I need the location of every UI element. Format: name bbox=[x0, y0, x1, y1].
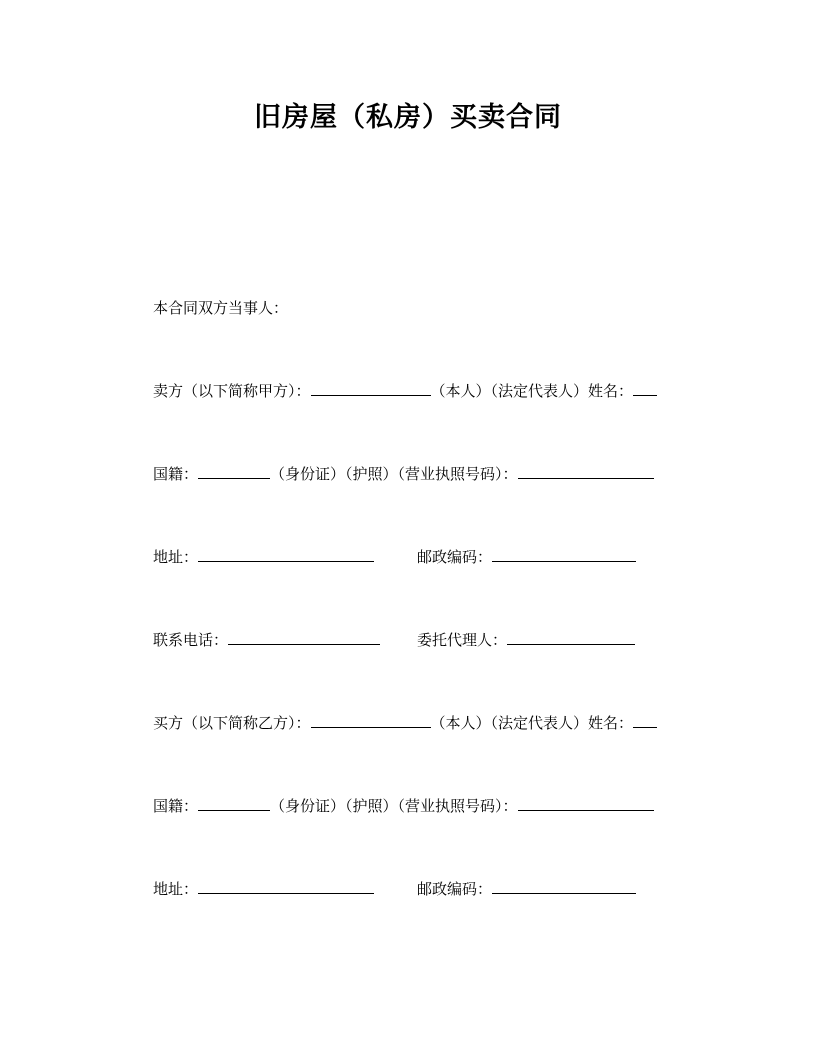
buyer-postcode-blank[interactable] bbox=[492, 879, 636, 894]
seller-nationality-label: 国籍： bbox=[153, 465, 199, 483]
buyer-postcode-label: 邮政编码： bbox=[417, 880, 493, 898]
seller-postcode-label: 邮政编码： bbox=[417, 548, 493, 566]
seller-blank[interactable] bbox=[311, 381, 431, 396]
buyer-address-line bbox=[153, 879, 374, 899]
seller-postcode-line bbox=[417, 547, 636, 567]
buyer-id-line bbox=[153, 796, 654, 816]
seller-docs-label: （身份证）（护照）（营业执照号码）： bbox=[270, 465, 518, 483]
buyer-docs-label: （身份证）（护照）（营业执照号码）： bbox=[270, 797, 518, 815]
buyer-address-label: 地址： bbox=[153, 880, 199, 898]
seller-agent-line bbox=[417, 630, 635, 650]
buyer-docs-blank[interactable] bbox=[518, 796, 654, 811]
buyer-address-blank[interactable] bbox=[198, 879, 374, 894]
seller-self-label: （本人）（法定代表人）姓名： bbox=[430, 382, 634, 400]
seller-name-blank[interactable] bbox=[633, 381, 657, 396]
seller-postcode-blank[interactable] bbox=[492, 547, 636, 562]
seller-docs-blank[interactable] bbox=[518, 464, 654, 479]
seller-address-blank[interactable] bbox=[198, 547, 374, 562]
buyer-self-label: （本人）（法定代表人）姓名： bbox=[430, 714, 634, 732]
seller-agent-blank[interactable] bbox=[507, 630, 635, 645]
buyer-blank[interactable] bbox=[311, 713, 431, 728]
seller-phone-blank[interactable] bbox=[228, 630, 380, 645]
buyer-postcode-line bbox=[417, 879, 636, 899]
seller-nationality-blank[interactable] bbox=[198, 464, 270, 479]
seller-line bbox=[153, 381, 657, 401]
intro-text: 本合同双方当事人： bbox=[153, 299, 289, 317]
buyer-nationality-label: 国籍： bbox=[153, 797, 199, 815]
page-title: 旧房屋（私房）买卖合同 bbox=[254, 102, 562, 133]
seller-contact-line bbox=[153, 630, 380, 650]
buyer-line bbox=[153, 713, 657, 733]
buyer-label: 买方（以下简称乙方）： bbox=[153, 714, 311, 732]
seller-agent-label: 委托代理人： bbox=[417, 631, 508, 649]
seller-phone-label: 联系电话： bbox=[153, 631, 229, 649]
seller-id-line bbox=[153, 464, 654, 484]
seller-label: 卖方（以下简称甲方）： bbox=[153, 382, 311, 400]
seller-address-label: 地址： bbox=[153, 548, 199, 566]
buyer-name-blank[interactable] bbox=[633, 713, 657, 728]
seller-address-line bbox=[153, 547, 374, 567]
buyer-nationality-blank[interactable] bbox=[198, 796, 270, 811]
